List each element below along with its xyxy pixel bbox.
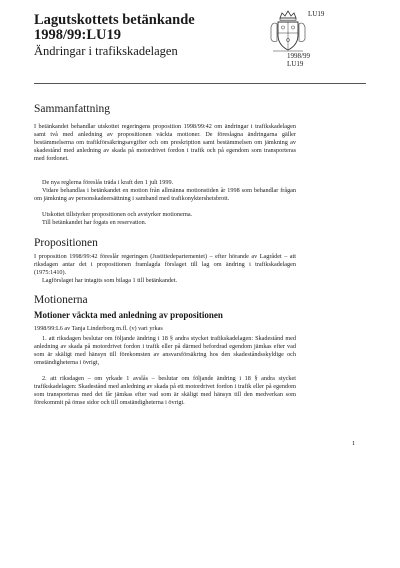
report-code-badge: LU19 — [308, 10, 325, 18]
report-code-footer: 1998/99 LU19 — [287, 52, 310, 68]
swedish-crest-icon — [267, 9, 309, 55]
summary-paragraph-5: Till betänkandet har fogats en reservation. — [42, 219, 147, 226]
header-divider — [34, 83, 366, 84]
subsection-heading-motioner: Motioner väckta med anledning av propositionen — [34, 310, 223, 320]
proposition-paragraph-1: I proposition 1998/99:42 föreslår regeringen (Justitiedepartementet) – efter hörande av Lagrådet – att riksdagen antar det i propositionen framlagda förslaget till lag om ändring i trafikskadelagen (1975:1410). — [34, 253, 296, 276]
motion-paragraph-3: 2. att riksdagen – om yrkade 1 avslås – beslutar om följande ändring i 18 § andra stycket trafikskadelagen: Skadestånd med anledning av skada på ett motordrivet fordon i trafik eller på egendom som transporteras med det får jämkas efter vad som är skäligt med hänsyn till den medverkan som förekommit på ömse sidor och till omständigheterna i övrigt. — [34, 375, 296, 406]
summary-paragraph-1: I betänkandet behandlar utskottet regeringens proposition 1998/99:42 om ändringar i trafikskadelagen samt två med anledning av propositionen väckta motioner. De föreslagna ändringarna gäller bestämmelserna om trafikförsäkringsavgifter och om preskription samt bestämmelsen om jämkning av skadestånd med anledning av skada på motordrivet fordon i trafik och på egendom som transporteras med fordonet. — [34, 123, 296, 162]
report-number: 1998/99:LU19 — [34, 27, 121, 43]
page-number: 1 — [352, 440, 356, 447]
report-subtitle: Ändringar i trafikskadelagen — [34, 44, 178, 58]
motion-paragraph-1: 1998/99:L6 av Tanja Linderborg m.fl. (v) vari yrkas — [34, 325, 163, 332]
section-heading-motionerna: Motionerna — [34, 294, 88, 306]
proposition-paragraph-2: Lagförslaget har intagits som bilaga 1 till betänkandet. — [42, 277, 178, 284]
summary-paragraph-3: Vidare behandlas i betänkandet en motion från allmänna motionstiden år 1998 som behandlar frågan om jämkning av personskadeersättning i samband med trafikonyktershetsbrott. — [34, 187, 296, 202]
motion-paragraph-2: 1. att riksdagen beslutar om följande ändring i 18 § andra stycket trafikskadelagen: Skadestånd med anledning av skada på motordrivet fordon i trafik eller på därmed befordrad egendom jämkas efter vad som är skäligt med hänsyn till förekomsten av ansvarsförsäkring hos den skadeståndsskyldige och omständigheterna i övrigt, — [34, 335, 296, 366]
summary-paragraph-4: Utskottet tillstyrker propositionen och avstyrker motionerna. — [42, 211, 193, 218]
section-heading-sammanfattning: Sammanfattning — [34, 103, 111, 115]
document-header — [34, 13, 234, 58]
section-heading-propositionen: Propositionen — [34, 237, 98, 249]
summary-paragraph-2: De nya reglerna föreslås träda i kraft den 1 juli 1999. — [42, 179, 174, 186]
report-title: Lagutskottets betänkande — [34, 12, 195, 28]
